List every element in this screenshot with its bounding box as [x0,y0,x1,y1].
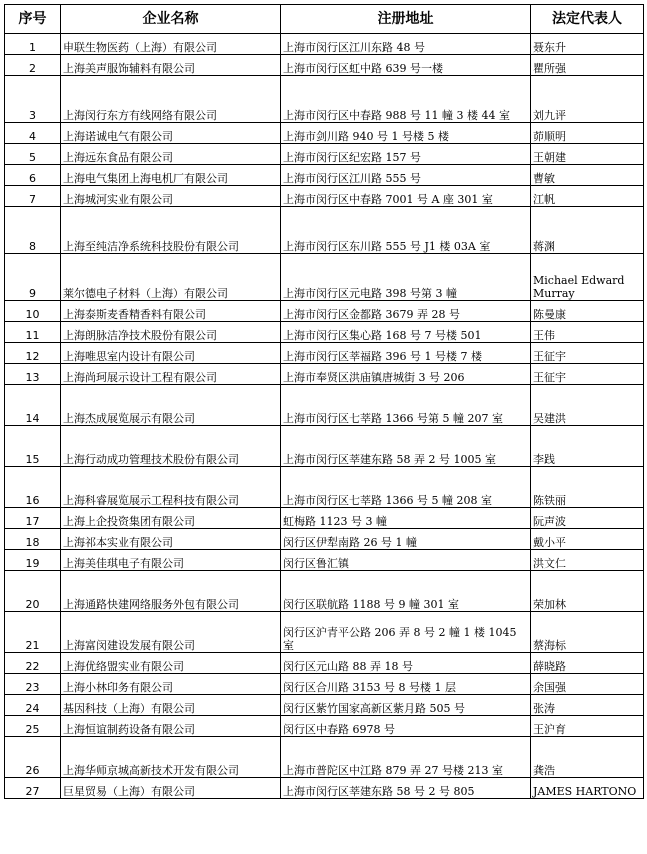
legal-representative: 陈曼康 [531,301,644,322]
table-row [5,144,644,165]
company-name: 莱尔德电子材料（上海）有限公司 [61,254,281,301]
company-name: 巨星贸易（上海）有限公司 [61,778,281,799]
table-row [5,653,644,674]
legal-representative: 聂东升 [531,34,644,55]
table-row [5,343,644,364]
registered-address: 闵行区联航路 1188 号 9 幢 301 室 [281,571,531,612]
row-no: 11 [5,322,61,343]
company-name: 上海祁本实业有限公司 [61,529,281,550]
row-no: 9 [5,254,61,301]
row-no: 3 [5,76,61,123]
legal-representative: 龚浩 [531,737,644,778]
table-row [5,123,644,144]
registered-address: 上海市闵行区莘建东路 58 弄 2 号 1005 室 [281,426,531,467]
row-no: 25 [5,716,61,737]
legal-representative: 荣加林 [531,571,644,612]
legal-representative: 蔡海标 [531,612,644,653]
table-row [5,254,644,301]
header-no: 序号 [5,5,61,34]
row-no: 1 [5,34,61,55]
company-name: 上海唯思室内设计有限公司 [61,343,281,364]
legal-representative: JAMES HARTONO [531,778,644,799]
registered-address: 闵行区中春路 6978 号 [281,716,531,737]
registered-address: 闵行区元山路 88 弄 18 号 [281,653,531,674]
legal-representative: 王沪育 [531,716,644,737]
legal-representative: 曹敏 [531,165,644,186]
row-no: 2 [5,55,61,76]
legal-representative: 余国强 [531,674,644,695]
registered-address: 上海市闵行区纪宏路 157 号 [281,144,531,165]
table-row [5,695,644,716]
row-no: 12 [5,343,61,364]
row-no: 21 [5,612,61,653]
row-no: 24 [5,695,61,716]
row-no: 23 [5,674,61,695]
row-no: 14 [5,385,61,426]
company-name: 上海城河实业有限公司 [61,186,281,207]
table-row [5,207,644,254]
table-row [5,467,644,508]
registered-address: 上海市闵行区集心路 168 号 7 号楼 501 [281,322,531,343]
table-row [5,55,644,76]
company-name: 基因科技（上海）有限公司 [61,695,281,716]
table-row [5,716,644,737]
company-name: 上海至纯洁净系统科技股份有限公司 [61,207,281,254]
legal-representative: 王朝建 [531,144,644,165]
registered-address: 上海市闵行区中春路 988 号 11 幢 3 楼 44 室 [281,76,531,123]
row-no: 20 [5,571,61,612]
row-no: 6 [5,165,61,186]
registered-address: 上海市闵行区东川路 555 号 J1 楼 03A 室 [281,207,531,254]
table-row [5,165,644,186]
registered-address: 闵行区伊犁南路 26 号 1 幢 [281,529,531,550]
company-name: 上海电气集团上海电机厂有限公司 [61,165,281,186]
registered-address: 上海市普陀区中江路 879 弄 27 号楼 213 室 [281,737,531,778]
legal-representative: 江帆 [531,186,644,207]
row-no: 4 [5,123,61,144]
header-row [5,5,644,34]
registered-address: 闵行区鲁汇镇 [281,550,531,571]
company-name: 上海小林印务有限公司 [61,674,281,695]
company-name: 申联生物医药（上海）有限公司 [61,34,281,55]
row-no: 15 [5,426,61,467]
row-no: 17 [5,508,61,529]
row-no: 7 [5,186,61,207]
registered-address: 上海市奉贤区洪庙镇唐城街 3 号 206 [281,364,531,385]
enterprise-table [4,4,644,799]
table-row [5,778,644,799]
company-name: 上海尚珂展示设计工程有限公司 [61,364,281,385]
company-name: 上海远东食品有限公司 [61,144,281,165]
company-name: 上海闵行东方有线网络有限公司 [61,76,281,123]
registered-address: 上海市闵行区元电路 398 号第 3 幢 [281,254,531,301]
legal-representative: 王征宇 [531,364,644,385]
legal-representative: 吴建洪 [531,385,644,426]
legal-representative: 戴小平 [531,529,644,550]
legal-representative: 王征宇 [531,343,644,364]
company-name: 上海华师京城高新技术开发有限公司 [61,737,281,778]
legal-representative: 陈铁丽 [531,467,644,508]
registered-address: 虹梅路 1123 号 3 幢 [281,508,531,529]
company-name: 上海优络盟实业有限公司 [61,653,281,674]
table-row [5,571,644,612]
registered-address: 上海市闵行区莘福路 396 号 1 号楼 7 楼 [281,343,531,364]
legal-representative: 刘九评 [531,76,644,123]
registered-address: 上海市闵行区江川路 555 号 [281,165,531,186]
registered-address: 闵行区紫竹国家高新区紫月路 505 号 [281,695,531,716]
company-name: 上海科睿展览展示工程科技有限公司 [61,467,281,508]
registered-address: 上海市闵行区七莘路 1366 号 5 幢 208 室 [281,467,531,508]
table-row [5,674,644,695]
table-row [5,426,644,467]
table-row [5,529,644,550]
company-name: 上海杰成展览展示有限公司 [61,385,281,426]
table-row [5,508,644,529]
header-registered-address: 注册地址 [281,5,531,34]
legal-representative: 李践 [531,426,644,467]
table-row [5,76,644,123]
legal-representative: Michael Edward Murray [531,254,644,301]
registered-address: 闵行区沪青平公路 206 弄 8 号 2 幢 1 楼 1045 室 [281,612,531,653]
company-name: 上海美声服饰辅料有限公司 [61,55,281,76]
company-name: 上海诺诚电气有限公司 [61,123,281,144]
registered-address: 上海市闵行区莘建东路 58 号 2 号 805 [281,778,531,799]
table-row [5,322,644,343]
legal-representative: 阮声波 [531,508,644,529]
row-no: 10 [5,301,61,322]
row-no: 19 [5,550,61,571]
row-no: 26 [5,737,61,778]
legal-representative: 王伟 [531,322,644,343]
table-row [5,364,644,385]
table-row [5,550,644,571]
company-name: 上海恒谊制药设备有限公司 [61,716,281,737]
header-company-name: 企业名称 [61,5,281,34]
table-row [5,612,644,653]
company-name: 上海朗脉洁净技术股份有限公司 [61,322,281,343]
legal-representative: 洪文仁 [531,550,644,571]
legal-representative: 蒋渊 [531,207,644,254]
registered-address: 上海市闵行区中春路 7001 号 A 座 301 室 [281,186,531,207]
row-no: 18 [5,529,61,550]
table-row [5,385,644,426]
legal-representative: 薛晓路 [531,653,644,674]
row-no: 13 [5,364,61,385]
table-row [5,186,644,207]
legal-representative: 茆顺明 [531,123,644,144]
registered-address: 上海市闵行区江川东路 48 号 [281,34,531,55]
table-row [5,34,644,55]
table-row [5,737,644,778]
registered-address: 闵行区合川路 3153 号 8 号楼 1 层 [281,674,531,695]
company-name: 上海泰斯麦香精香料有限公司 [61,301,281,322]
row-no: 16 [5,467,61,508]
row-no: 5 [5,144,61,165]
company-name: 上海美佳琪电子有限公司 [61,550,281,571]
company-name: 上海上企投资集团有限公司 [61,508,281,529]
company-name: 上海行动成功管理技术股份有限公司 [61,426,281,467]
header-legal-representative: 法定代表人 [531,5,644,34]
row-no: 27 [5,778,61,799]
row-no: 8 [5,207,61,254]
company-name: 上海通路快建网络服务外包有限公司 [61,571,281,612]
row-no: 22 [5,653,61,674]
registered-address: 上海市剑川路 940 号 1 号楼 5 楼 [281,123,531,144]
registered-address: 上海市闵行区虹中路 639 号一楼 [281,55,531,76]
company-name: 上海富闵建设发展有限公司 [61,612,281,653]
registered-address: 上海市闵行区七莘路 1366 号第 5 幢 207 室 [281,385,531,426]
registered-address: 上海市闵行区金都路 3679 弄 28 号 [281,301,531,322]
table-row [5,301,644,322]
legal-representative: 瞿所强 [531,55,644,76]
legal-representative: 张涛 [531,695,644,716]
